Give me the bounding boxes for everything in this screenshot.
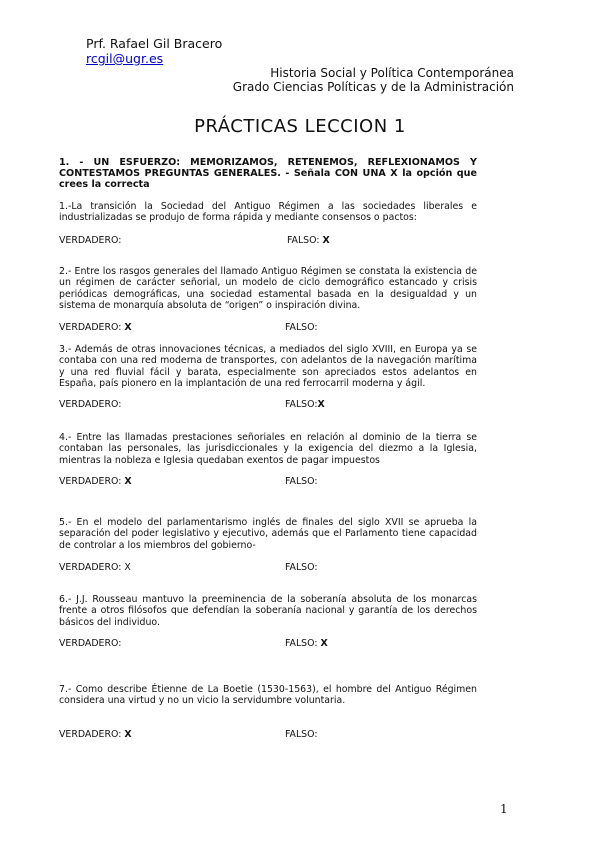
page-title: PRÁCTICAS LECCION 1 bbox=[194, 116, 406, 137]
false-option[interactable]: FALSO: bbox=[285, 476, 318, 487]
false-option[interactable]: FALSO: X bbox=[287, 235, 330, 246]
true-option[interactable]: VERDADERO: X bbox=[59, 562, 131, 573]
false-option[interactable]: FALSO: bbox=[285, 729, 318, 740]
false-option[interactable]: FALSO: X bbox=[285, 638, 328, 649]
author-name: Prf. Rafael Gil Bracero bbox=[86, 36, 223, 51]
answer-mark: X bbox=[320, 638, 328, 649]
answer-mark: X bbox=[124, 322, 132, 333]
true-option[interactable]: VERDADERO: bbox=[59, 235, 122, 246]
question-4-answers bbox=[59, 476, 477, 488]
question-1-text: 1.-La transición la Sociedad del Antiguo Régimen a las sociedades liberales e industrializadas se produjo de forma rápida y mediante consensos o pactos: bbox=[59, 201, 477, 224]
answer-mark: X bbox=[124, 476, 132, 487]
question-6-text: 6.- J.J. Rousseau mantuvo la preeminencia de la soberanía absoluta de los monarcas frente a otros filósofos que defendían la soberanía nacional y garantía de los derechos básicos del individuo. bbox=[59, 594, 477, 628]
author-email-link[interactable]: rcgil@ugr.es bbox=[86, 51, 164, 66]
true-option[interactable]: VERDADERO: X bbox=[59, 729, 132, 740]
question-1-answers bbox=[59, 235, 477, 247]
false-option[interactable]: FALSO:X bbox=[285, 399, 325, 410]
degree-title: Grado Ciencias Políticas y de la Administración bbox=[232, 80, 514, 94]
question-2-answers bbox=[59, 322, 477, 334]
true-option[interactable]: VERDADERO: bbox=[59, 399, 122, 410]
question-7-text: 7.- Como describe Étienne de La Boetie (1530-1563), el hombre del Antiguo Régimen considera una virtud y no un vicio la servidumbre voluntaria. bbox=[59, 684, 477, 707]
answer-mark: X bbox=[124, 729, 132, 740]
question-2-text: 2.- Entre los rasgos generales del llamado Antiguo Régimen se constata la existencia de un régimen de carácter señorial, un modelo de ciclo demográfico estancado y crisis periódicas demográficas, una sociedad estamental basada en la desigualdad y un sistema de monarquía absoluta de “origen” o inspiración divina. bbox=[59, 266, 477, 312]
true-option[interactable]: VERDADERO: X bbox=[59, 476, 132, 487]
answer-mark: X bbox=[317, 399, 325, 410]
question-3-answers bbox=[59, 399, 477, 411]
true-option[interactable]: VERDADERO: bbox=[59, 638, 122, 649]
question-7-answers bbox=[59, 729, 477, 741]
answer-mark: X bbox=[124, 562, 131, 573]
true-option[interactable]: VERDADERO: X bbox=[59, 322, 132, 333]
false-option[interactable]: FALSO: bbox=[285, 562, 318, 573]
question-6-answers bbox=[59, 638, 477, 650]
false-option[interactable]: FALSO: bbox=[285, 322, 318, 333]
exercise-instructions: 1. - UN ESFUERZO: MEMORIZAMOS, RETENEMOS, REFLEXIONAMOS Y CONTESTAMOS PREGUNTAS GENERALES. - Señala CON UNA X la opción que crees la correcta bbox=[59, 157, 477, 190]
answer-mark: X bbox=[322, 235, 330, 246]
course-title: Historia Social y Política Contemporánea bbox=[270, 66, 514, 80]
page-number: 1 bbox=[500, 802, 508, 816]
question-4-text: 4.- Entre las llamadas prestaciones señoriales en relación al dominio de la tierra se contaban las personales, las jurisdiccionales y la exigencia del diezmo a la Iglesia, mientras la nobleza e Iglesia quedaban exentos de pagar impuestos bbox=[59, 432, 477, 466]
question-5-answers bbox=[59, 562, 477, 574]
question-3-text: 3.- Además de otras innovaciones técnicas, a mediados del siglo XVIII, en Europa ya se contaba con una red moderna de transportes, con adelantos de la navegación marítima y una red fluvial fácil y barata, especialmente son apreciados estos adelantos en España, país pionero en la implantación de una red ferrocarril moderna y ágil. bbox=[59, 344, 477, 390]
question-5-text: 5.- En el modelo del parlamentarismo inglés de finales del siglo XVII se aprueba la separación del poder legislativo y ejecutivo, además que el Parlamento tiene capacidad de controlar a los miembros del gobierno- bbox=[59, 517, 477, 551]
